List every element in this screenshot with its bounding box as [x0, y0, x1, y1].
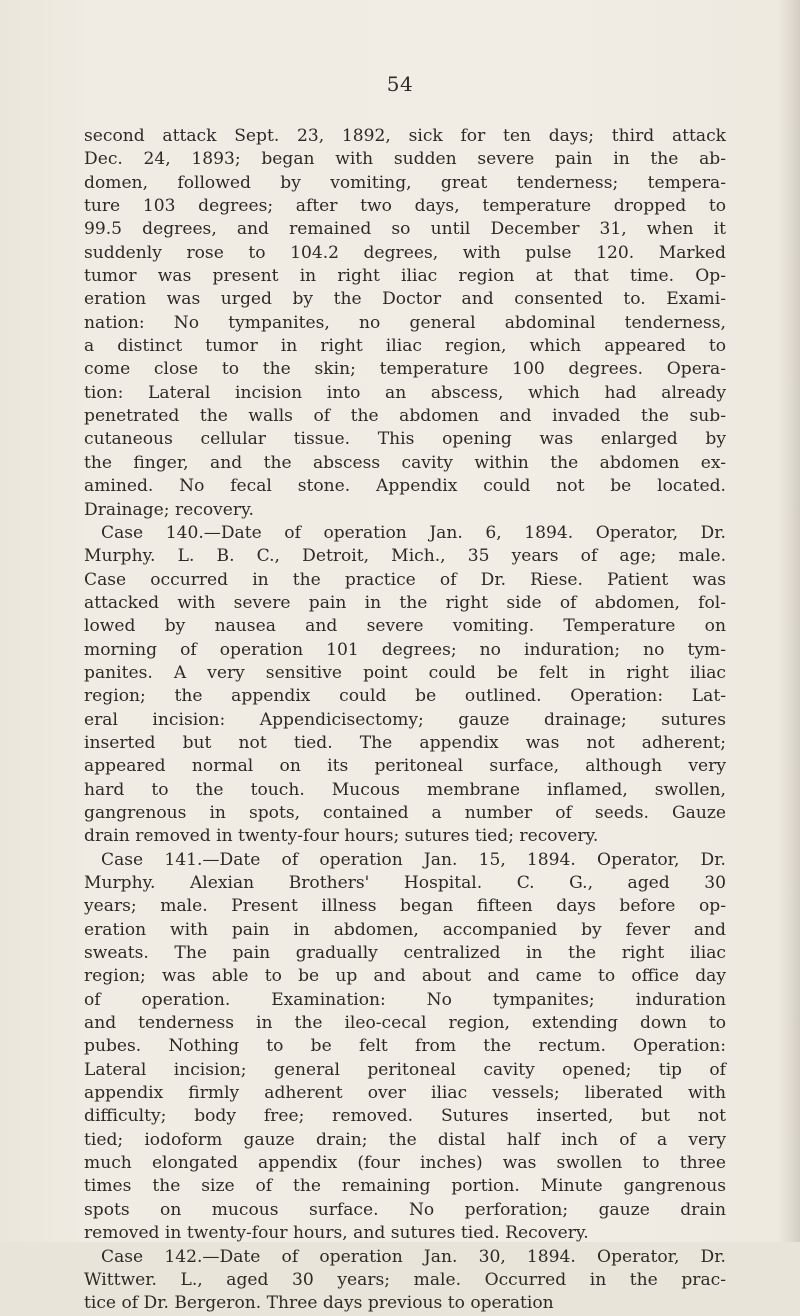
page-number: 54 [386, 72, 414, 96]
text-line: pubes. Nothing to be felt from the rectum. Operation: [84, 1036, 726, 1057]
text-line: come close to the skin; temperature 100 degrees. Opera- [84, 359, 726, 380]
text-line: domen, followed by vomiting, great tenderness; tempera- [84, 172, 726, 193]
case-heading-line: Case 141.—Date of operation Jan. 15, 1894. Operator, Dr. [101, 849, 726, 870]
text-line: tice of Dr. Bergeron. Three days previous to operation [84, 1293, 554, 1314]
text-line: drain removed in twenty-four hours; sutures tied; recovery. [84, 826, 599, 847]
text-line: nation: No tympanites, no general abdominal tenderness, [84, 312, 726, 333]
text-line: spots on mucous surface. No perforation; gauze drain [84, 1199, 726, 1220]
text-line: hard to the touch. Mucous membrane inflamed, swollen, [84, 779, 726, 800]
text-line: suddenly rose to 104.2 degrees, with pulse 120. Marked [84, 242, 726, 263]
text-line: sweats. The pain gradually centralized in the right iliac [84, 943, 726, 964]
text-line: a distinct tumor in right iliac region, which appeared to [84, 336, 726, 357]
text-line: attacked with severe pain in the right side of abdomen, fol- [84, 592, 726, 613]
text-line: Murphy. L. B. C., Detroit, Mich., 35 years of age; male. [84, 546, 726, 567]
text-line: times the size of the remaining portion. Minute gangrenous [84, 1176, 726, 1197]
text-line: region; was able to be up and about and came to office day [84, 966, 726, 987]
text-line: Case occurred in the practice of Dr. Riese. Patient was [84, 569, 726, 590]
text-line: amined. No fecal stone. Appendix could not be located. [84, 476, 726, 497]
text-line: inserted but not tied. The appendix was not adherent; [84, 732, 726, 753]
text-line: appendix firmly adherent over iliac vessels; liberated with [84, 1083, 726, 1104]
body-text [84, 125, 726, 1316]
text-line: appeared normal on its peritoneal surface, although very [84, 756, 726, 777]
text-line: difficulty; body free; removed. Sutures inserted, but not [84, 1106, 726, 1127]
text-line: panites. A very sensitive point could be felt in right iliac [84, 662, 726, 683]
text-line: ture 103 degrees; after two days, temperature dropped to [84, 196, 726, 217]
text-line: the finger, and the abscess cavity within the abdomen ex- [84, 452, 726, 473]
text-line: of operation. Examination: No tympanites; induration [84, 989, 726, 1010]
text-line: Murphy. Alexian Brothers' Hospital. C. G., aged 30 [84, 873, 726, 893]
text-line: eration was urged by the Doctor and consented to. Exami- [84, 289, 726, 310]
text-line: Wittwer. L., aged 30 years; male. Occurred in the prac- [84, 1269, 726, 1290]
text-line: much elongated appendix (four inches) was swollen to three [84, 1153, 726, 1174]
text-line: tion: Lateral incision into an abscess, which had already [84, 382, 726, 403]
case-heading-line: Case 142.—Date of operation Jan. 30, 1894. Operator, Dr. [101, 1246, 726, 1267]
page-edge-shadow [778, 0, 800, 1242]
text-line: Lateral incision; general peritoneal cavity opened; tip of [84, 1059, 726, 1080]
text-line: removed in twenty-four hours, and sutures tied. Recovery. [84, 1223, 589, 1244]
text-line: region; the appendix could be outlined. Operation: Lat- [84, 686, 726, 707]
text-line: lowed by nausea and severe vomiting. Temperature on [84, 616, 726, 637]
text-line: cutaneous cellular tissue. This opening was enlarged by [84, 429, 726, 450]
text-line: tied; iodoform gauze drain; the distal half inch of a very [84, 1129, 726, 1150]
text-line: gangrenous in spots, contained a number of seeds. Gauze [84, 802, 726, 823]
text-line: second attack Sept. 23, 1892, sick for ten days; third attack [84, 126, 726, 146]
text-line: years; male. Present illness began fifteen days before op- [84, 896, 726, 917]
text-line: eration with pain in abdomen, accompanied by fever and [84, 919, 726, 940]
text-line: Dec. 24, 1893; began with sudden severe pain in the ab- [84, 149, 726, 170]
text-line: eral incision: Appendicisectomy; gauze drainage; sutures [84, 709, 726, 730]
text-line: morning of operation 101 degrees; no induration; no tym- [84, 639, 726, 660]
text-line: and tenderness in the ileo-cecal region, extending down to [84, 1013, 726, 1034]
text-line: tumor was present in right iliac region at that time. Op- [84, 266, 726, 287]
text-line: 99.5 degrees, and remained so until December 31, when it [84, 219, 726, 240]
text-line: penetrated the walls of the abdomen and invaded the sub- [84, 406, 726, 427]
text-line: Drainage; recovery. [84, 499, 254, 520]
case-heading-line: Case 140.—Date of operation Jan. 6, 1894. Operator, Dr. [101, 522, 726, 543]
